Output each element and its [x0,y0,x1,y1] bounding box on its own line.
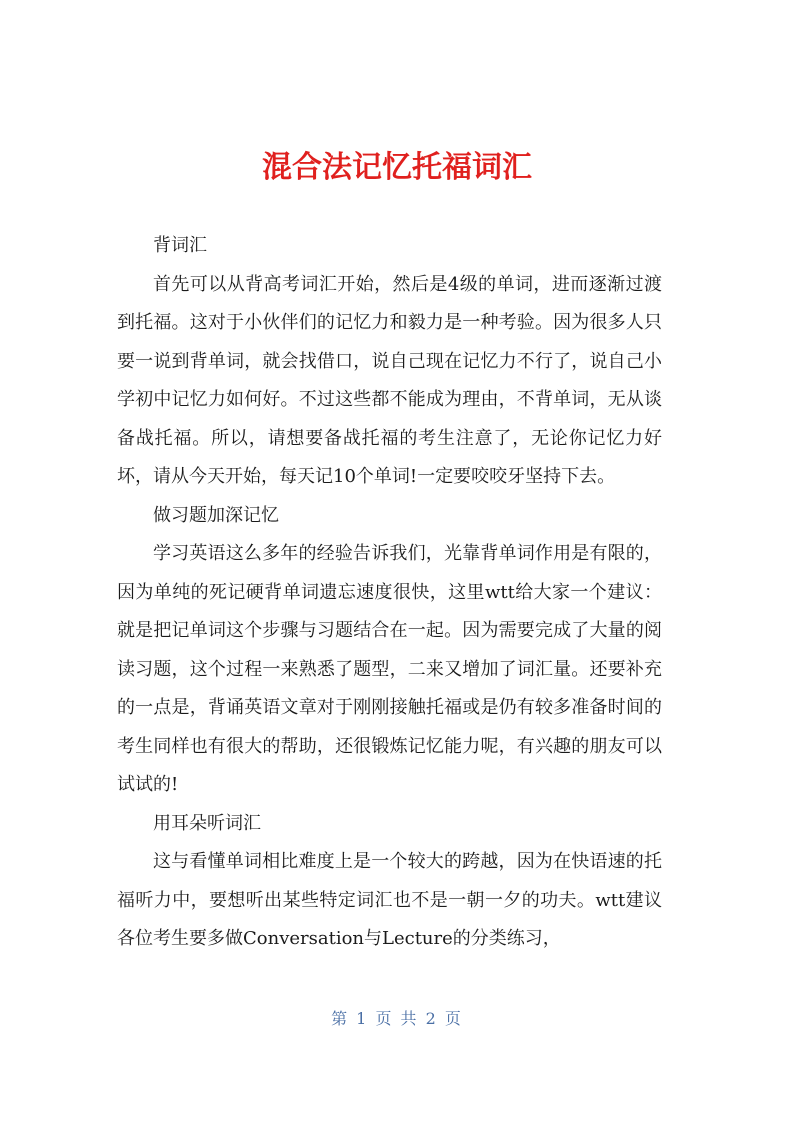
section-paragraph-3: 这与看懂单词相比难度上是一个较大的跨越，因为在快语速的托福听力中，要想听出某些特定词汇也不是一朝一夕的功夫。wtt建议各位考生要多做Conversation与Lecture的分类练习， [117,851,662,949]
document-body [117,227,662,959]
page-title: 混合法记忆托福词汇 [262,150,532,185]
section-paragraph-1: 首先可以从背高考词汇开始，然后是4级的单词，进而逐渐过渡到托福。这对于小伙伴们的记忆力和毅力是一种考验。因为很多人只要一说到背单词，就会找借口，说自己现在记忆力不行了，说自己小学初中记忆力如何好。不过这些都不能成为理由，不背单词，无从谈备战托福。所以，请想要备战托福的考生注意了，无论你记忆力好坏，请从今天开始，每天记10个单词!一定要咬咬牙坚持下去。 [117,273,662,487]
section-heading-1: 背词汇 [153,235,207,256]
section-paragraph-2: 学习英语这么多年的经验告诉我们，光靠背单词作用是有限的，因为单纯的死记硬背单词遗忘速度很快，这里wtt给大家一个建议：就是把记单词这个步骤与习题结合在一起。因为需要完成了大量的阅读习题，这个过程一来熟悉了题型，二来又增加了词汇量。还要补充的一点是，背诵英语文章对于刚刚接触托福或是仍有较多准备时间的考生同样也有很大的帮助，还很锻炼记忆能力呢，有兴趣的朋友可以试试的! [117,543,662,795]
section-heading-3: 用耳朵听词汇 [153,812,261,834]
page-footer: 第 1 页 共 2 页 [331,1009,463,1028]
section-heading-2: 做习题加深记忆 [153,504,279,526]
